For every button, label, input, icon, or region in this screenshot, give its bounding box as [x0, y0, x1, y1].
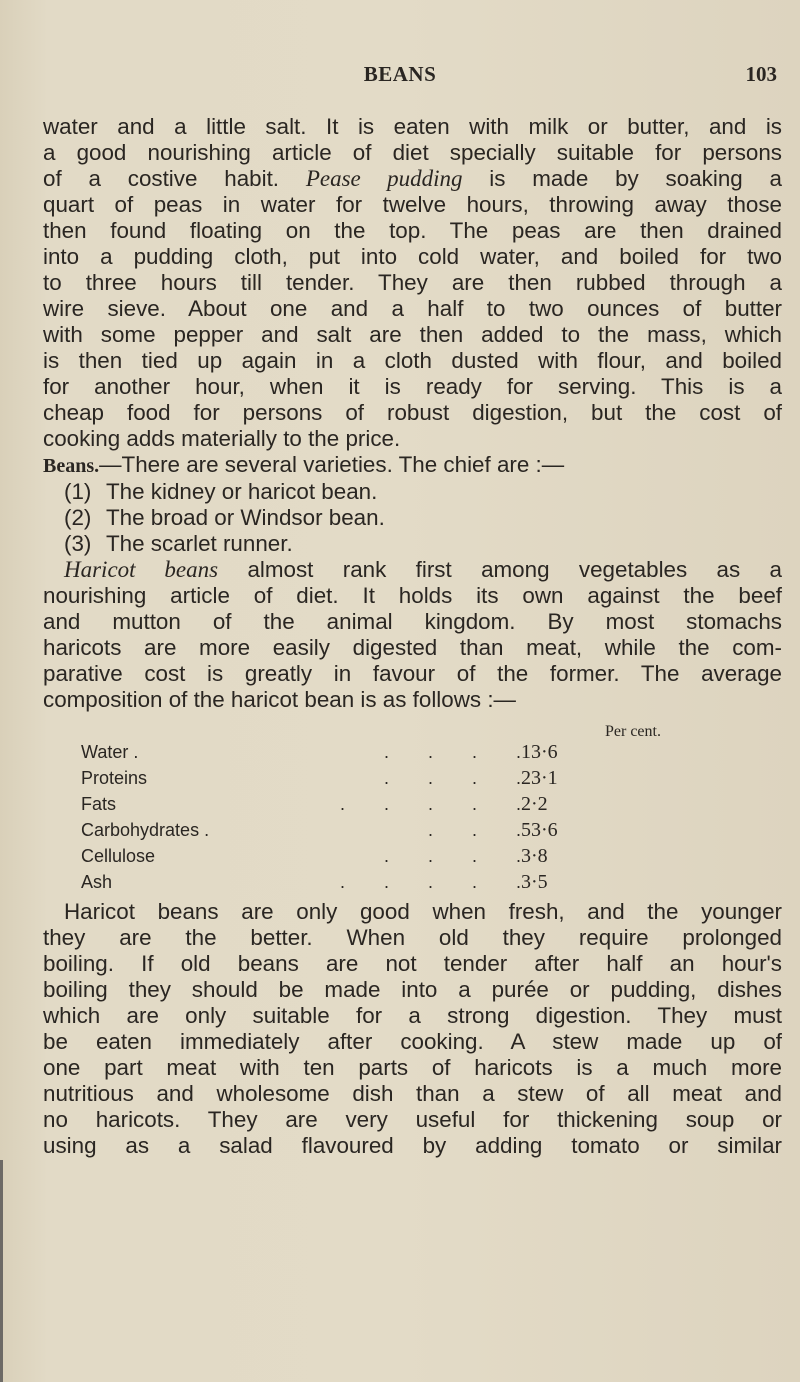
- varieties-list: [43, 479, 782, 557]
- leader-dot: .: [515, 794, 521, 814]
- text-line: cheap food for persons of robust digestion, but the cost of: [43, 400, 782, 425]
- text-line: composition of the haricot bean is as follows :—: [43, 687, 516, 712]
- leader-dots: [221, 817, 521, 843]
- item-text: The kidney or haricot bean.: [106, 479, 378, 504]
- leader-dot: .: [515, 820, 521, 840]
- component-name: Proteins: [81, 768, 148, 788]
- beans-section-heading: [43, 452, 782, 479]
- list-item: [43, 531, 782, 557]
- leader-dot: .: [383, 768, 389, 788]
- text-line: nutritious and wholesome dish than a stew of all meat and: [43, 1081, 782, 1106]
- leader-dots: [221, 765, 521, 791]
- component-name: Fats: [81, 794, 117, 814]
- text-line: [43, 557, 782, 583]
- leader-dot: .: [471, 768, 477, 788]
- text-run: Haricot beans are only good when fresh, and the younger: [64, 899, 782, 924]
- table-row: [81, 791, 601, 817]
- leader-dot: .: [427, 742, 433, 762]
- percent-value: 53·6: [521, 819, 558, 841]
- component-name: Carbohydrates .: [81, 820, 210, 840]
- percent-value: 2·2: [521, 793, 548, 815]
- text-line: a good nourishing article of diet specially suitable for persons: [43, 140, 782, 165]
- table-row: [81, 843, 601, 869]
- table-row: [81, 817, 601, 843]
- text-line: using as a salad flavoured by adding tomato or similar: [43, 1133, 782, 1158]
- leader-dot: .: [427, 846, 433, 866]
- leader-dot: .: [339, 794, 345, 814]
- leader-dot: .: [339, 872, 345, 892]
- percent-value: 3·8: [521, 845, 548, 867]
- list-item: [43, 505, 782, 531]
- text-line: then found floating on the top. The peas are then drained: [43, 218, 782, 243]
- text-line: [43, 452, 782, 479]
- item-number: (3): [64, 531, 92, 556]
- leader-dot: .: [427, 768, 433, 788]
- text-line: with some pepper and salt are then added to the mass, which: [43, 322, 782, 347]
- text-line: they are the better. When old they require prolonged: [43, 925, 782, 950]
- text-line: nourishing article of diet. It holds its own against the beef: [43, 583, 782, 608]
- component-name: Water .: [81, 742, 139, 762]
- text-line: no haricots. They are very useful for thickening soup or: [43, 1107, 782, 1132]
- leader-dot: .: [471, 872, 477, 892]
- page-header: [0, 62, 800, 96]
- percent-value: 13·6: [521, 741, 558, 763]
- leader-dot: .: [515, 742, 521, 762]
- text-run: almost rank first among vegetables as a: [247, 557, 782, 582]
- leader-dots: [221, 843, 521, 869]
- text-line: and mutton of the animal kingdom. By most stomachs: [43, 609, 782, 634]
- component-name: Ash: [81, 872, 113, 892]
- table-row: [81, 739, 601, 765]
- list-item: [43, 479, 782, 505]
- table-header: [43, 719, 782, 739]
- body-text: [43, 114, 782, 1159]
- page-edge-shadow: [0, 1160, 3, 1382]
- text-line: into a pudding cloth, put into cold water, and boiled for two: [43, 244, 782, 269]
- leader-dot: .: [427, 794, 433, 814]
- leader-dot: .: [471, 742, 477, 762]
- percent-value: 23·1: [521, 767, 558, 789]
- leader-dot: .: [471, 794, 477, 814]
- leader-dots: [221, 739, 521, 765]
- leader-dots: [221, 791, 521, 817]
- paragraph-1: [43, 114, 782, 452]
- text-line: wire sieve. About one and a half to two ounces of butter: [43, 296, 782, 321]
- text-run: of a costive habit.: [43, 166, 280, 191]
- text-line: parative cost is greatly in favour of the former. The average: [43, 661, 782, 686]
- paragraph-2: [43, 557, 782, 713]
- text-line: [43, 899, 782, 925]
- leader-dot: .: [383, 846, 389, 866]
- text-line: haricots are more easily digested than meat, while the com-: [43, 635, 782, 660]
- table-row: [81, 869, 601, 895]
- leader-dot: .: [427, 820, 433, 840]
- leader-dot: .: [427, 872, 433, 892]
- text-line: boiling. If old beans are not tender after half an hour's: [43, 951, 782, 976]
- leader-dot: .: [471, 846, 477, 866]
- leader-dot: .: [383, 742, 389, 762]
- text-run: is made by soaking a: [489, 166, 782, 191]
- leader-dot: .: [471, 820, 477, 840]
- page-number: 103: [745, 62, 777, 86]
- leader-dot: .: [515, 768, 521, 788]
- text-line: [43, 166, 782, 192]
- unit-header: Per cent.: [605, 723, 661, 740]
- item-text: The broad or Windsor bean.: [106, 505, 385, 530]
- composition-rows: [81, 739, 601, 895]
- table-row: [81, 765, 601, 791]
- running-title: BEANS: [363, 62, 437, 86]
- composition-table: [43, 719, 782, 895]
- text-line: boiling they should be made into a purée or pudding, dishes: [43, 977, 782, 1002]
- text-line: one part meat with ten parts of haricots is a much more: [43, 1055, 782, 1080]
- italic-term: Haricot beans: [64, 557, 219, 582]
- section-heading: Beans.: [43, 455, 100, 477]
- text-line: which are only suitable for a strong digestion. They must: [43, 1003, 782, 1028]
- paragraph-3: [43, 899, 782, 1159]
- text-line: quart of peas in water for twelve hours, throwing away those: [43, 192, 782, 217]
- text-line: water and a little salt. It is eaten with milk or butter, and is: [43, 114, 782, 139]
- text-line: is then tied up again in a cloth dusted with flour, and boiled: [43, 348, 782, 373]
- text-line: be eaten immediately after cooking. A stew made up of: [43, 1029, 782, 1054]
- italic-term: Pease pudding: [305, 166, 463, 191]
- leader-dot: .: [383, 794, 389, 814]
- item-number: (1): [64, 479, 92, 504]
- item-text: The scarlet runner.: [106, 531, 293, 556]
- percent-value: 3·5: [521, 871, 548, 893]
- leader-dot: .: [515, 846, 521, 866]
- item-number: (2): [64, 505, 92, 530]
- leader-dot: .: [383, 872, 389, 892]
- text-line: to three hours till tender. They are then rubbed through a: [43, 270, 782, 295]
- text-line: for another hour, when it is ready for serving. This is a: [43, 374, 782, 399]
- component-name: Cellulose: [81, 846, 156, 866]
- section-intro: —There are several varieties. The chief are :—: [99, 452, 565, 477]
- leader-dots: [221, 869, 521, 895]
- leader-dot: .: [515, 872, 521, 892]
- text-line: cooking adds materially to the price.: [43, 426, 401, 451]
